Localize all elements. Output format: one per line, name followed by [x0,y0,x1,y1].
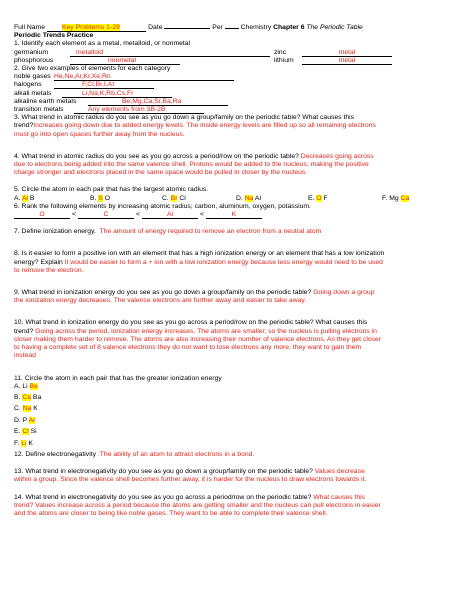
q1-lithium-answer: metal [338,56,356,64]
q5-choice-second: Ca [400,194,410,202]
q5-choice [162,195,236,203]
q2-alkali [14,90,466,98]
q5-choice-second: F [323,194,328,202]
q1-germanium-label: germanium [14,48,48,56]
q5-choice-letter: A. [14,194,22,202]
q11-choice [14,394,466,402]
q1-lithium-label: lithium [274,56,294,64]
q2-halogens [14,81,466,89]
q2-noble [14,73,466,81]
chemistry-label: Chemistry [240,24,272,31]
date-blank [164,28,210,29]
q6-less-than: < [72,211,76,219]
q12-prompt: 12. Define electronegativity [14,451,96,459]
q11-choice-letter: D. [14,416,23,424]
q1-row1 [14,49,466,57]
q9-prompt: 9. What trend in ionization energy do you see as you go down a group/family on the periodic table? [14,289,312,297]
q6-less-than: < [199,211,204,219]
q8-prompt: 8. Is it easier to form a positive ion with an element that has a high ionization energy or an element that has a low ionization [14,250,385,258]
q14-line1 [14,494,466,502]
q2-noble-label: noble gases [14,73,51,81]
q11-choice [14,417,466,425]
q5-choice-second: O [104,194,111,202]
q5-choice-letter: C. [162,194,171,202]
q5-choice-letter: F. [382,194,390,202]
q3-line2 [14,122,466,130]
q1-row2 [14,57,466,65]
q14-answer-a: What causes this [313,493,366,501]
q5-choice-letter: E. [308,194,317,202]
q5-choice-first: Mg [389,194,399,202]
q12-answer: :The ability of an atom to attract electrons in a bond. [97,451,255,459]
q5-choice [382,195,442,203]
q5-choice-first: Na [244,194,254,202]
q5-choice-letter: B. [90,194,99,202]
q1-phosphorous-answer: nonmetal [108,56,136,64]
q1-phosphorous-label: phosphorous [14,56,54,64]
q4-answer-b: due to electrons being added into the same valence shell. Protons would be added to the nucleus, making the positive [14,161,369,169]
q11-choices [14,383,466,448]
q8-answer-b: to remove the electron. [14,266,84,274]
q3-answer-b: must go into open spaces further away from the nucleus. [14,130,185,138]
q8-answer-a: It would be easier to form a + ion with a low ionization energy because less energy would need to be used [64,258,383,266]
q11-choice-letter: C. [14,405,23,413]
chapter-label: Chapter 6 [273,24,305,31]
q6-rank-blank [14,211,70,219]
q11-choice-letter: E. [14,428,23,436]
per-blank [225,28,239,29]
q11-choice-letter: B. [14,394,23,402]
q6-rank-value: K [231,211,237,219]
q2-alkaline-label: alkaline earth metals [14,97,77,105]
q4-answer-a: Decreases going across [300,152,374,160]
q2-noble-answer: He,Ne,Ar,Kr,Xe,Rn [54,73,111,81]
q6-rank-blank [206,211,262,219]
q2-transition-label: transition metals [14,106,64,114]
q5-choice-first: O [316,194,322,202]
periodic-table-label: The Periodic Table [306,24,363,31]
q5-choice-second: Cl [179,194,186,202]
q10-answer-a: Going across the period, ionization energy increases. The atoms are smaller, so the nucleus is pulling electrons in [35,327,377,335]
q10-answer-d: instead [14,352,36,360]
q2-alkaline [14,98,466,106]
q4-prompt: 4. What trend in atomic radius do you see as you go across a period/row on the periodic table? [14,152,299,160]
q4-line1 [14,153,466,161]
q14-prompt: 14. What trend in electronegativity do you see as you go across a period/row on the periodic table? [14,493,312,501]
full-name-value: Key Problems 1-29 [61,24,120,31]
q5-choice [90,195,162,203]
q10-answer-c: to having a complete set of 8 valence electrons they do not want to lose electrons any more, they want to gain them [14,344,362,352]
q7-prompt: 7. Define ionization energy. [14,228,96,236]
q2-transition-answer: Any elements from 3B-2B [88,106,166,114]
q6-less-than: < [135,211,140,219]
q11-choice-first: P [22,416,28,424]
q6-rank-value: C [103,211,109,219]
q5-choice-first: S [98,194,103,202]
q5-choices [14,195,466,203]
q5-choice-second: Al [254,194,261,202]
q11-choice-second: Si [30,428,37,436]
q8-line2 [14,259,466,267]
q6-rank-blank [78,211,134,219]
q6-rank-value: Al [166,211,173,219]
q4-answer-c: charge stronger and electrons placed in the same space would be pulled in closer by the nucleus. [14,169,308,177]
q13-answer-b: within a group. Since the valence shell becomes further away, it is harder for the nucleus to draw electrons towards it. [14,476,367,484]
q7-line [14,228,466,236]
q11-choice [14,440,466,448]
q3-answer-a: Increases going down due to added energy levels. The inside energy levels are filled up so all remaining electrons [33,122,376,130]
q14-answer-b: trend? [14,501,34,509]
q2-alkali-label: alkali metals [14,89,52,97]
q2-halogens-label: halogens [14,81,42,89]
q11-choice-letter: A. [14,382,23,390]
q1-zinc-answer: metal [338,48,356,56]
q11-prompt: 11. Circle the atom in each pair that has the greater ionization energy [14,374,222,382]
q11-choice-second: K [28,439,33,447]
q14-line2 [14,502,466,510]
q11-choice-second: Be [29,382,38,390]
q14-answer-c: Values increase across a period because the atoms are getting smaller and the nucleus can pull electrons in easier [35,501,381,509]
q3-prompt: 3. What trend in atomic radius do you see as you go down a group/family on the periodic table? What causes this [14,114,355,122]
q11-choice-second: Ar [28,416,36,424]
q11-choice-second: K [33,405,38,413]
q2-transition [14,106,466,114]
q1-prompt: 1. Identify each element as a metal, metalloid, or nonmetal [14,40,191,48]
section-title: Periodic Trends Practice [14,32,94,40]
q11-choice-first: Na [22,405,32,413]
q6-rank-value: O [39,211,45,219]
q5-choice-first: Al [21,194,28,202]
q11-choice-letter: F. [14,439,22,447]
q6-prompt: 6. Rank the following elements by increasing atomic radius; carbon, aluminum, oxygen, potassium. [14,202,311,210]
q2-halogens-answer: F,Cl,Br,I,At [82,81,115,89]
q1-germanium-answer: metalloid [76,48,104,56]
worksheet-page [14,24,466,518]
q5-choice-second: B [29,194,35,202]
q11-choice [14,428,466,436]
q5-choice-letter: D. [236,194,245,202]
q1-zinc-label: zinc [274,48,287,56]
date-label: Date [148,24,163,31]
q2-prompt: 2. Give two examples of elements for each category [14,65,171,73]
per-label: Per [212,24,223,31]
q14-answer-d: and the atoms are closer to being like noble gases. They want to be able to complete their valence shell. [14,510,328,518]
q11-choice-first: Li [22,382,28,390]
q7-answer: The amount of energy required to remove an electron from a neutral atom [99,228,322,236]
q5-choice [308,195,382,203]
q9-answer-a: Going down a group [313,289,375,297]
q9-line1 [14,289,466,297]
full-name-label: Full Name [14,24,45,31]
q6-rank-blank [142,211,198,219]
q9-answer-b: the ionization energy decreases. The valence electrons are further away and easier to take away. [14,297,307,305]
q5-choice [14,195,90,203]
q11-choice-second: Ba [32,394,42,402]
q10-prompt: 10. What trend in ionization energy do you see as you go across a period/row on the periodic table? What causes this [14,319,368,327]
q11-choice [14,383,466,391]
q2-alkali-answer: Li,Na,K,Rb,Cs,Fr [82,89,134,97]
q10-answer-b: closer making them harder to remove. The atoms are also increasing their number of valence electrons. As they get closer [14,335,382,343]
q13-prompt: 13. What trend in electronegativity do you see as you go down a group/family on the periodic table? [14,468,313,476]
q10-line2 [14,328,466,336]
q8-prompt-b: energy? Explain [14,258,63,266]
q2-alkaline-answer: Be,Mg,Ca,Sr,Ba,Ra [122,97,182,105]
q5-prompt: 5. Circle the atom in each pair that has the largest atomic radius. [14,186,209,194]
q11-choice-first: Cl [22,428,29,436]
q11-choice [14,405,466,413]
q5-choice [236,195,308,203]
q5-choice-first: Br [170,194,178,202]
q11-choice-first: Ca [22,394,32,402]
q12-line [14,451,466,459]
q13-answer-a: Values decrease [314,468,365,476]
q11-choice-first: Li [21,439,27,447]
q10-prompt-b: trend? [14,327,34,335]
header-line [14,24,466,32]
q13-line1 [14,468,466,476]
q6-ranking [14,211,466,219]
q3-prompt-b: trend? [14,122,34,130]
